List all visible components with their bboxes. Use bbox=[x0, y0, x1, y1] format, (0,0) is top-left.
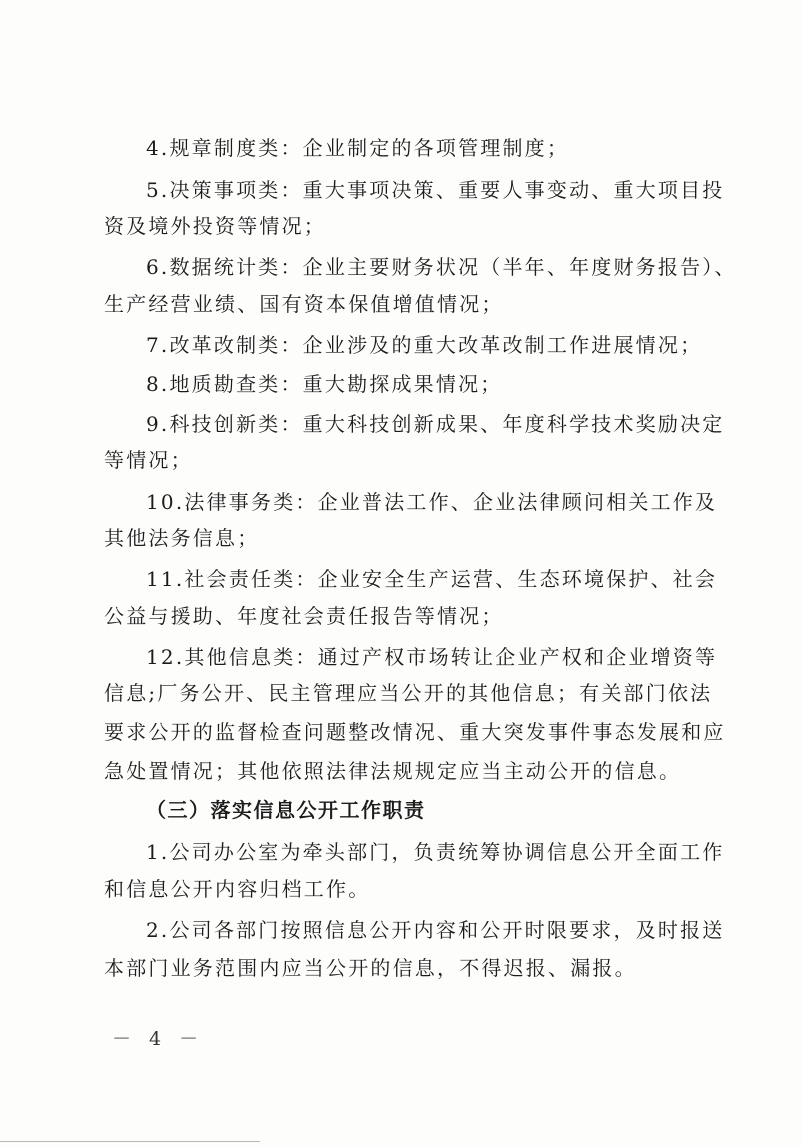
page-number: － 4 － bbox=[112, 1028, 205, 1050]
paragraph-line: 和信息公开内容归档工作。 bbox=[104, 877, 371, 901]
paragraph-line: 1.公司办公室为牵头部门，负责统筹协调信息公开全面工作 bbox=[146, 840, 725, 864]
paragraph-line: 8.地质勘查类：重大勘探成果情况； bbox=[146, 372, 503, 396]
paragraph-line: 急处置情况；其他依照法律法规规定应当主动公开的信息。 bbox=[104, 759, 682, 783]
scan-edge-line bbox=[0, 1141, 260, 1142]
paragraph-line: 生产经营业绩、国有资本保值增值情况； bbox=[104, 292, 504, 316]
paragraph-line: 4.规章制度类：企业制定的各项管理制度； bbox=[146, 136, 570, 160]
paragraph-line: 信息;厂务公开、民主管理应当公开的其他信息；有关部门依法 bbox=[104, 681, 713, 705]
paragraph-line: 等情况； bbox=[104, 448, 193, 472]
paragraph-line: 9.科技创新类：重大科技创新成果、年度科学技术奖励决定 bbox=[146, 412, 725, 436]
paragraph-line: 5.决策事项类：重大事项决策、重要人事变动、重大项目投 bbox=[146, 178, 725, 202]
paragraph-line: 其他法务信息； bbox=[104, 526, 260, 550]
paragraph-line: 资及境外投资等情况； bbox=[104, 214, 326, 238]
paragraph-line: 公益与援助、年度社会责任报告等情况； bbox=[104, 604, 504, 628]
paragraph-line: 12.其他信息类：通过产权市场转让企业产权和企业增资等 bbox=[146, 645, 718, 669]
paragraph-line: 要求公开的监督检查问题整改情况、重大突发事件事态发展和应 bbox=[104, 720, 726, 744]
paragraph-line: 本部门业务范围内应当公开的信息，不得迟报、漏报。 bbox=[104, 956, 637, 980]
paragraph-line: 2.公司各部门按照信息公开内容和公开时限要求，及时报送 bbox=[146, 918, 725, 942]
section-heading: （三）落实信息公开工作职责 bbox=[146, 798, 426, 822]
paragraph-line: 6.数据统计类：企业主要财务状况（半年、年度财务报告）、 bbox=[146, 255, 737, 279]
paragraph-line: 11.社会责任类：企业安全生产运营、生态环境保护、社会 bbox=[146, 567, 718, 591]
paragraph-line: 7.改革改制类：企业涉及的重大改革改制工作进展情况； bbox=[146, 333, 703, 357]
paragraph-line: 10.法律事务类：企业普法工作、企业法律顾问相关工作及 bbox=[146, 490, 718, 514]
